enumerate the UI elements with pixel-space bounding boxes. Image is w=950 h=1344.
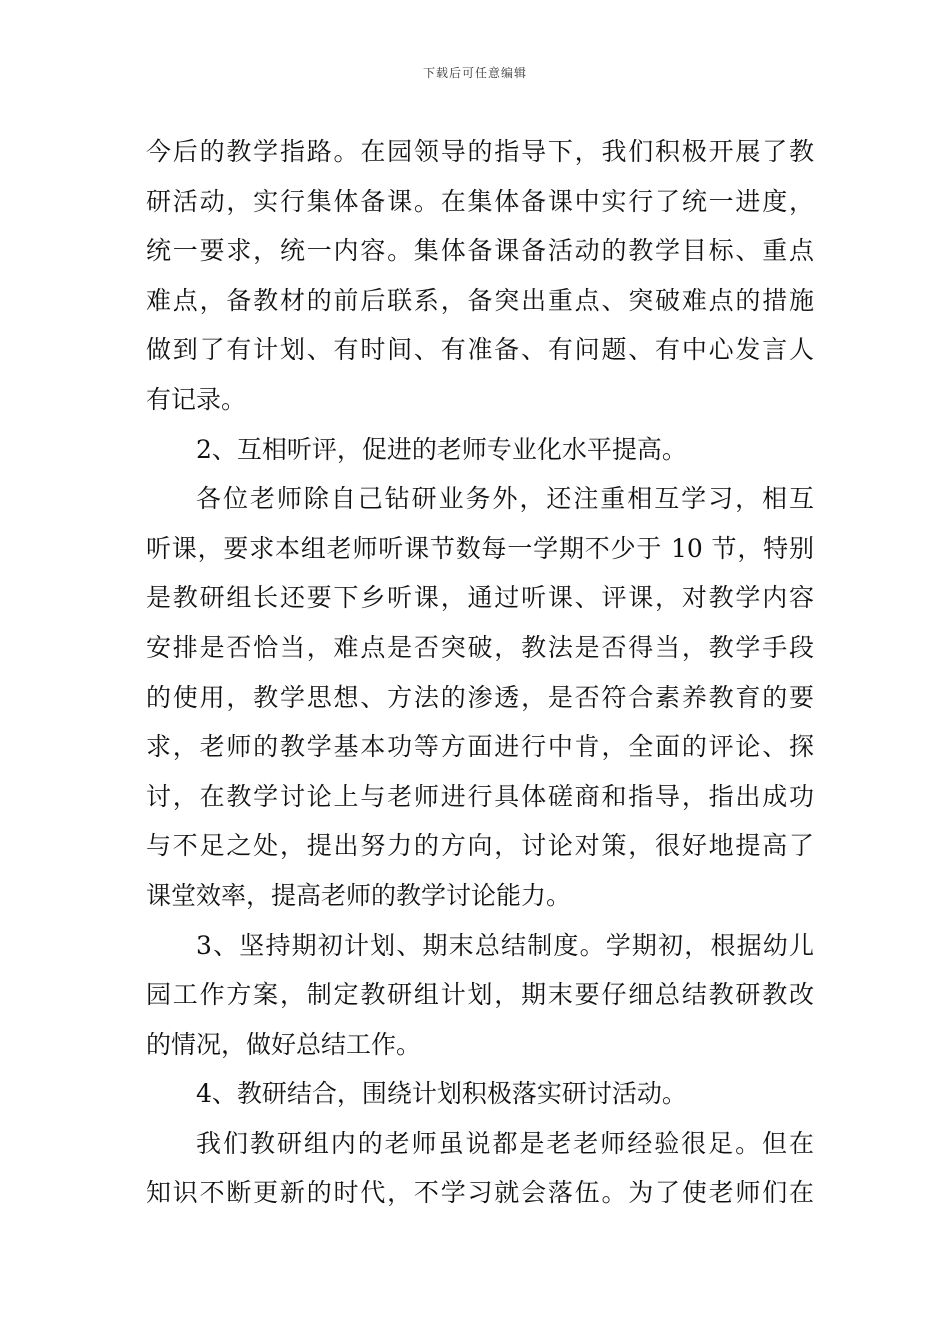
text-line: 的情况，做好总结工作。 [146, 1029, 422, 1059]
text-line: 听课，要求本组老师听课节数每一学期不少于 10 节，特别 [146, 533, 814, 563]
document-body [146, 127, 814, 1218]
text-line: 做到了有计划、有时间、有准备、有问题、有中心发言人 [146, 335, 814, 365]
text-line: 课堂效率，提高老师的教学讨论能力。 [146, 880, 572, 910]
section-heading: 2、互相听评，促进的老师专业化水平提高。 [196, 434, 687, 464]
page-header: 下载后可任意编辑 [422, 66, 527, 80]
text-line: 讨，在教学讨论上与老师进行具体磋商和指导，指出成功 [146, 781, 814, 811]
text-line: 安排是否恰当，难点是否突破，教法是否得当，教学手段 [146, 632, 814, 662]
text-line: 园工作方案，制定教研组计划，期末要仔细总结教研教改 [146, 980, 814, 1010]
text-line: 有记录。 [146, 384, 247, 414]
text-line: 难点，备教材的前后联系，备突出重点、突破难点的措施 [146, 285, 814, 315]
text-line: 统一要求，统一内容。集体备课备活动的教学目标、重点 [146, 236, 814, 266]
text-line: 我们教研组内的老师虽说都是老老师经验很足。但在 [196, 1128, 814, 1158]
section-heading: 3、坚持期初计划、期末总结制度。学期初，根据幼儿 [196, 930, 814, 960]
text-line: 各位老师除自己钻研业务外，还注重相互学习，相互 [196, 484, 814, 514]
text-line: 的使用，教学思想、方法的渗透，是否符合素养教育的要 [146, 682, 814, 712]
text-line: 今后的教学指路。在园领导的指导下，我们积极开展了教 [146, 137, 814, 166]
section-heading: 4、教研结合，围绕计划积极落实研讨活动。 [196, 1079, 687, 1109]
text-line: 知识不断更新的时代，不学习就会落伍。为了使老师们在 [146, 1178, 814, 1208]
text-line: 是教研组长还要下乡听课，通过听课、评课，对教学内容 [146, 583, 814, 613]
text-line: 研活动，实行集体备课。在集体备课中实行了统一进度， [146, 186, 814, 216]
text-line: 求，老师的教学基本功等方面进行中肯，全面的评论、探 [146, 732, 814, 762]
text-line: 与不足之处，提出努力的方向，讨论对策，很好地提高了 [146, 831, 814, 861]
